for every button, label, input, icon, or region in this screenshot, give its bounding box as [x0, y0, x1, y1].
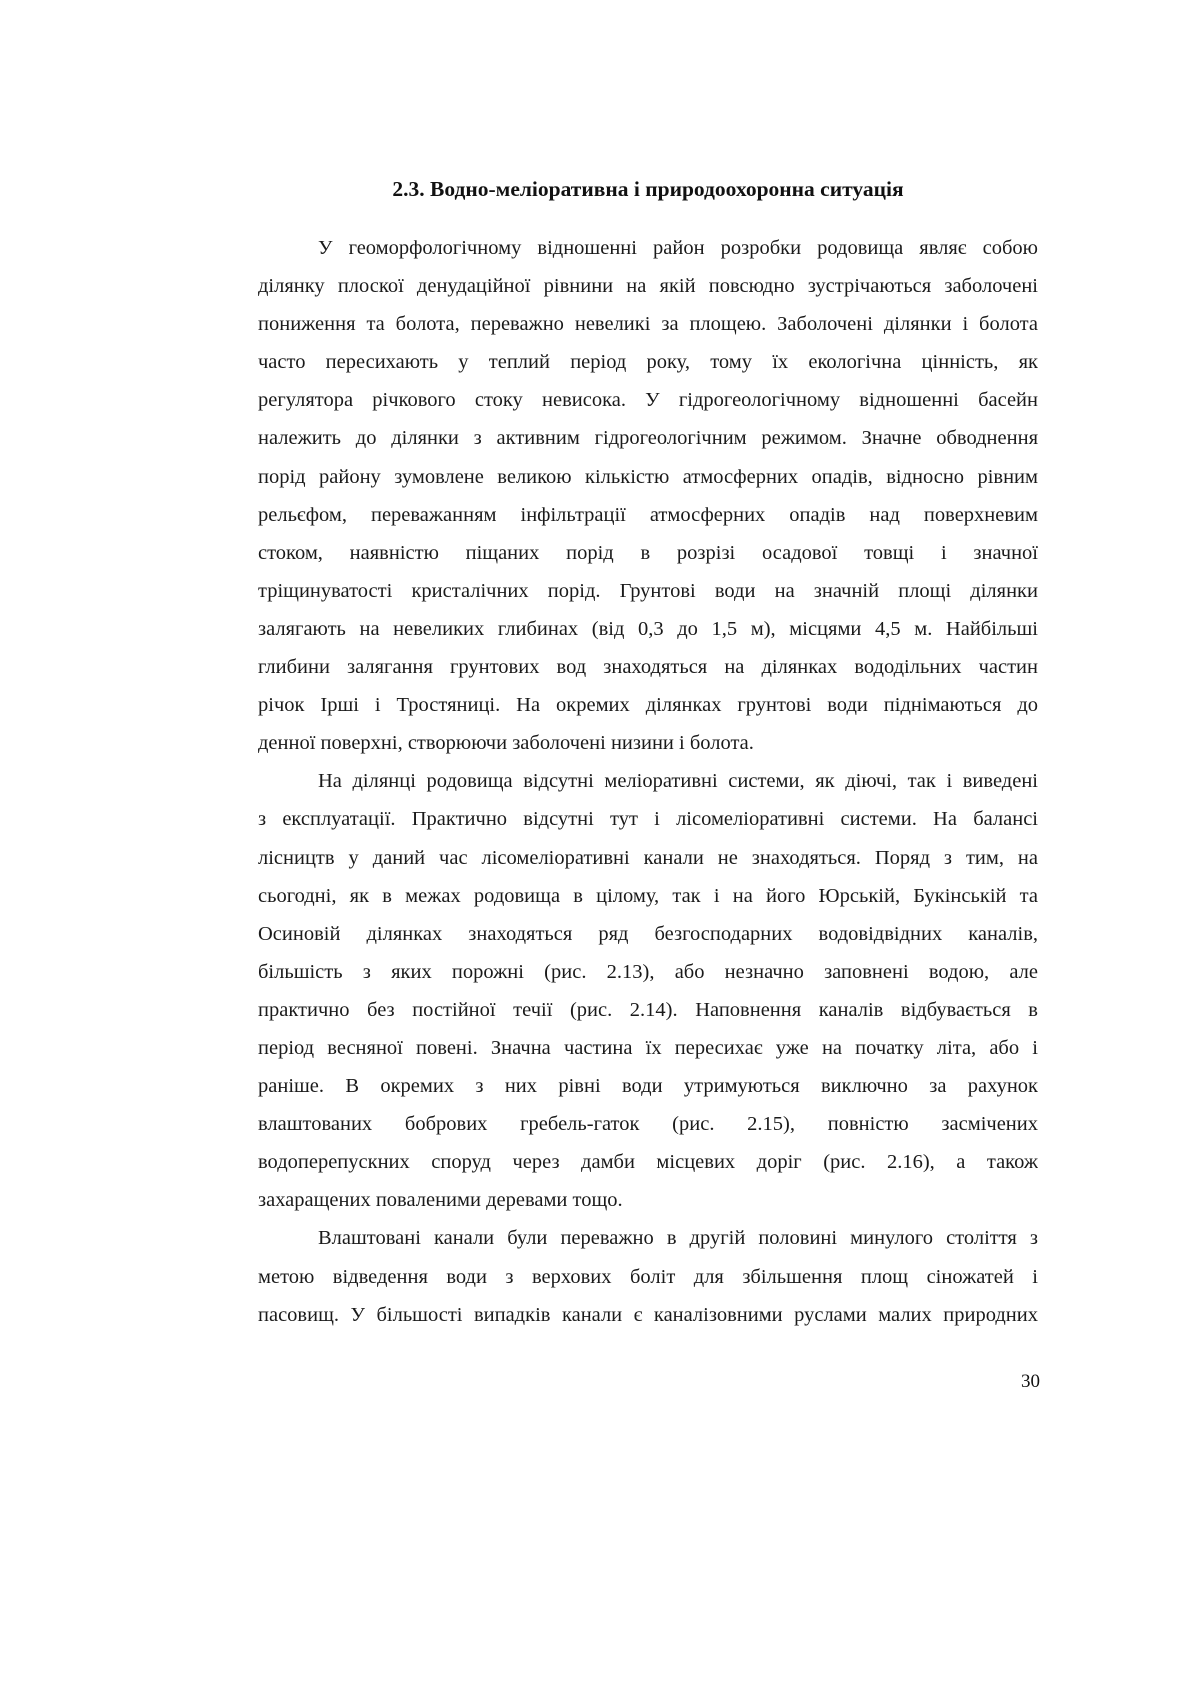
- text-line: Влаштовані канали були переважно в другій половині минулого століття з: [318, 1227, 1038, 1250]
- text-line: рельєфом, переважанням інфільтрації атмосферних опадів над поверхневим: [258, 503, 1038, 526]
- text-line: Осиновій ділянках знаходяться ряд безгосподарних водовідвідних каналів,: [258, 922, 1038, 945]
- paragraph: [258, 1223, 1038, 1337]
- text-line: денної поверхні, створюючи заболочені низини і болота.: [258, 732, 754, 755]
- paragraph: [258, 233, 1038, 766]
- text-line: стоком, наявністю піщаних порід в розрізі осадової товщі і значної: [258, 541, 1038, 564]
- text-line: період весняної повені. Значна частина їх пересихає уже на початку літа, або і: [258, 1036, 1038, 1059]
- text-line: сьогодні, як в межах родовища в цілому, так і на його Юрській, Букінській та: [258, 884, 1038, 907]
- text-line: річок Ірші і Тростяниці. На окремих ділянках грунтові води піднімаються до: [258, 694, 1038, 717]
- text-line: влаштованих бобрових гребель-гаток (рис. 2.15), повністю засмічених: [258, 1113, 1038, 1136]
- text-line: лісництв у даний час лісомеліоративні канали не знаходяться. Поряд з тим, на: [258, 846, 1038, 869]
- text-line: практично без постійної течії (рис. 2.14). Наповнення каналів відбувається в: [258, 998, 1038, 1021]
- text-line: водоперепускних споруд через дамби місцевих доріг (рис. 2.16), а також: [258, 1151, 1038, 1174]
- text-line: залягають на невеликих глибинах (від 0,3 до 1,5 м), місцями 4,5 м. Найбільші: [258, 617, 1038, 640]
- text-line: На ділянці родовища відсутні меліоративні системи, як діючі, так і виведені: [318, 770, 1038, 793]
- text-line: пониження та болота, переважно невеликі за площею. Заболочені ділянки і болота: [258, 313, 1038, 336]
- text-line: з експлуатації. Практично відсутні тут і лісомеліоративні системи. На балансі: [258, 808, 1038, 831]
- text-line: більшість з яких порожні (рис. 2.13), або незначно заповнені водою, але: [258, 960, 1038, 983]
- text-line: належить до ділянки з активним гідрогеологічним режимом. Значне обводнення: [258, 427, 1038, 450]
- text-line: тріщинуватості кристалічних порід. Грунтові води на значній площі ділянки: [258, 579, 1038, 602]
- paragraph: [258, 766, 1038, 1223]
- text-line: регулятора річкового стоку невисока. У гідрогеологічному відношенні басейн: [258, 389, 1038, 412]
- text-line: пасовищ. У більшості випадків канали є каналізовними руслами малих природних: [258, 1303, 1038, 1326]
- text-line: метою відведення води з верхових боліт для збільшення площ сіножатей і: [258, 1265, 1038, 1288]
- text-line: раніше. В окремих з них рівні води утримуються виключно за рахунок: [258, 1075, 1038, 1098]
- text-line: ділянку плоскої денудаційної рівнини на якій повсюдно зустрічаються заболочені: [258, 275, 1038, 298]
- text-line: порід району зумовлене великою кількістю атмосферних опадів, відносно рівним: [258, 465, 1038, 488]
- text-line: часто пересихають у теплий період року, тому їх екологічна цінність, як: [258, 351, 1038, 374]
- document-body: [258, 233, 1038, 1338]
- section-heading: 2.3. Водно-меліоративна і природоохоронна ситуація: [392, 177, 904, 201]
- text-line: У геоморфологічному відношенні район розробки родовища являє собою: [318, 237, 1038, 259]
- text-line: глибини залягання грунтових вод знаходяться на ділянках вододільних частин: [258, 656, 1038, 679]
- text-line: захаращених поваленими деревами тощо.: [258, 1189, 623, 1212]
- page-number: 30: [1021, 1371, 1040, 1392]
